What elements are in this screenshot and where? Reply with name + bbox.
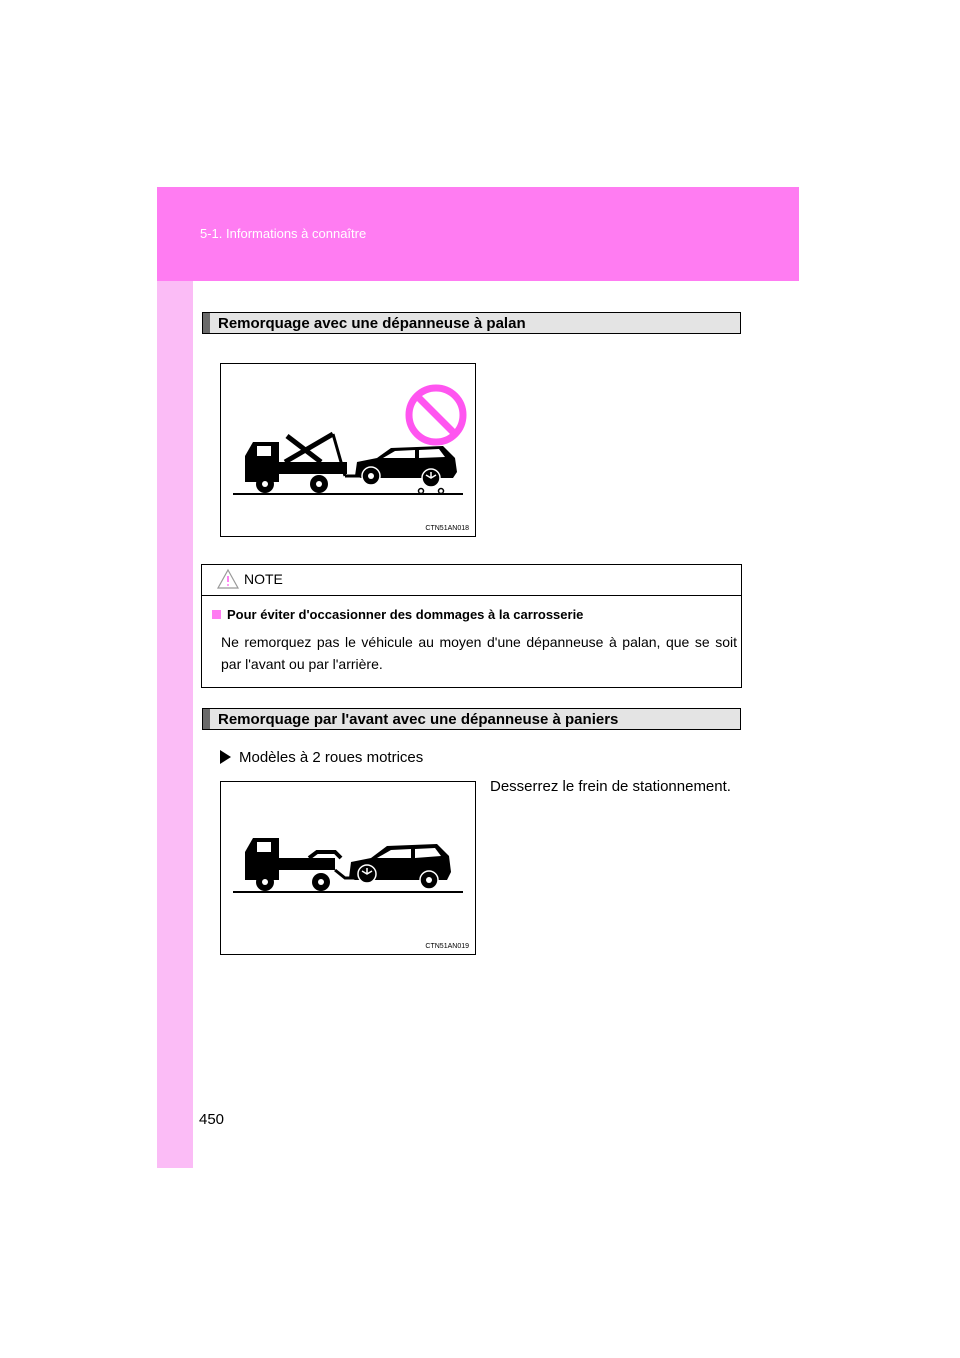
note-label: NOTE	[244, 571, 283, 587]
bullet-item	[220, 749, 423, 766]
page-number: 450	[199, 1111, 225, 1128]
note-header	[202, 565, 741, 596]
note-body: Ne remorquez pas le véhicule au moyen d'une dépanneuse à palan, que se soit par l'avant ou par l'arrière.	[221, 634, 737, 672]
note-title-text: Pour éviter d'occasionner des dommages à la carrosserie	[227, 607, 584, 622]
section-header: 5-1. Informations à connaître	[200, 226, 367, 241]
bullet-text: Modèles à 2 roues motrices	[239, 749, 424, 766]
section-title: Remorquage avec une dépanneuse à palan	[218, 315, 526, 332]
section-title-bar	[202, 312, 741, 334]
square-bullet-icon	[212, 610, 221, 619]
instruction-text: Desserrez le frein de stationnement.	[490, 778, 731, 795]
section-tab	[203, 709, 210, 729]
section-title-bar	[202, 708, 741, 730]
note-title	[212, 607, 583, 622]
dolly-tow-illustration	[221, 782, 475, 954]
section-tab	[203, 313, 210, 333]
figure-dolly-tow	[220, 781, 476, 955]
note-box	[201, 564, 742, 688]
figure-code: CTN51AN018	[425, 525, 469, 532]
warning-triangle-icon	[216, 568, 240, 590]
side-band	[157, 187, 193, 1168]
figure-code: CTN51AN019	[425, 943, 469, 950]
figure-wheel-lift-tow	[220, 363, 476, 537]
wheel-lift-tow-illustration	[221, 364, 475, 536]
section-title: Remorquage par l'avant avec une dépanneuse à paniers	[218, 711, 619, 728]
triangle-bullet-icon	[220, 750, 231, 764]
